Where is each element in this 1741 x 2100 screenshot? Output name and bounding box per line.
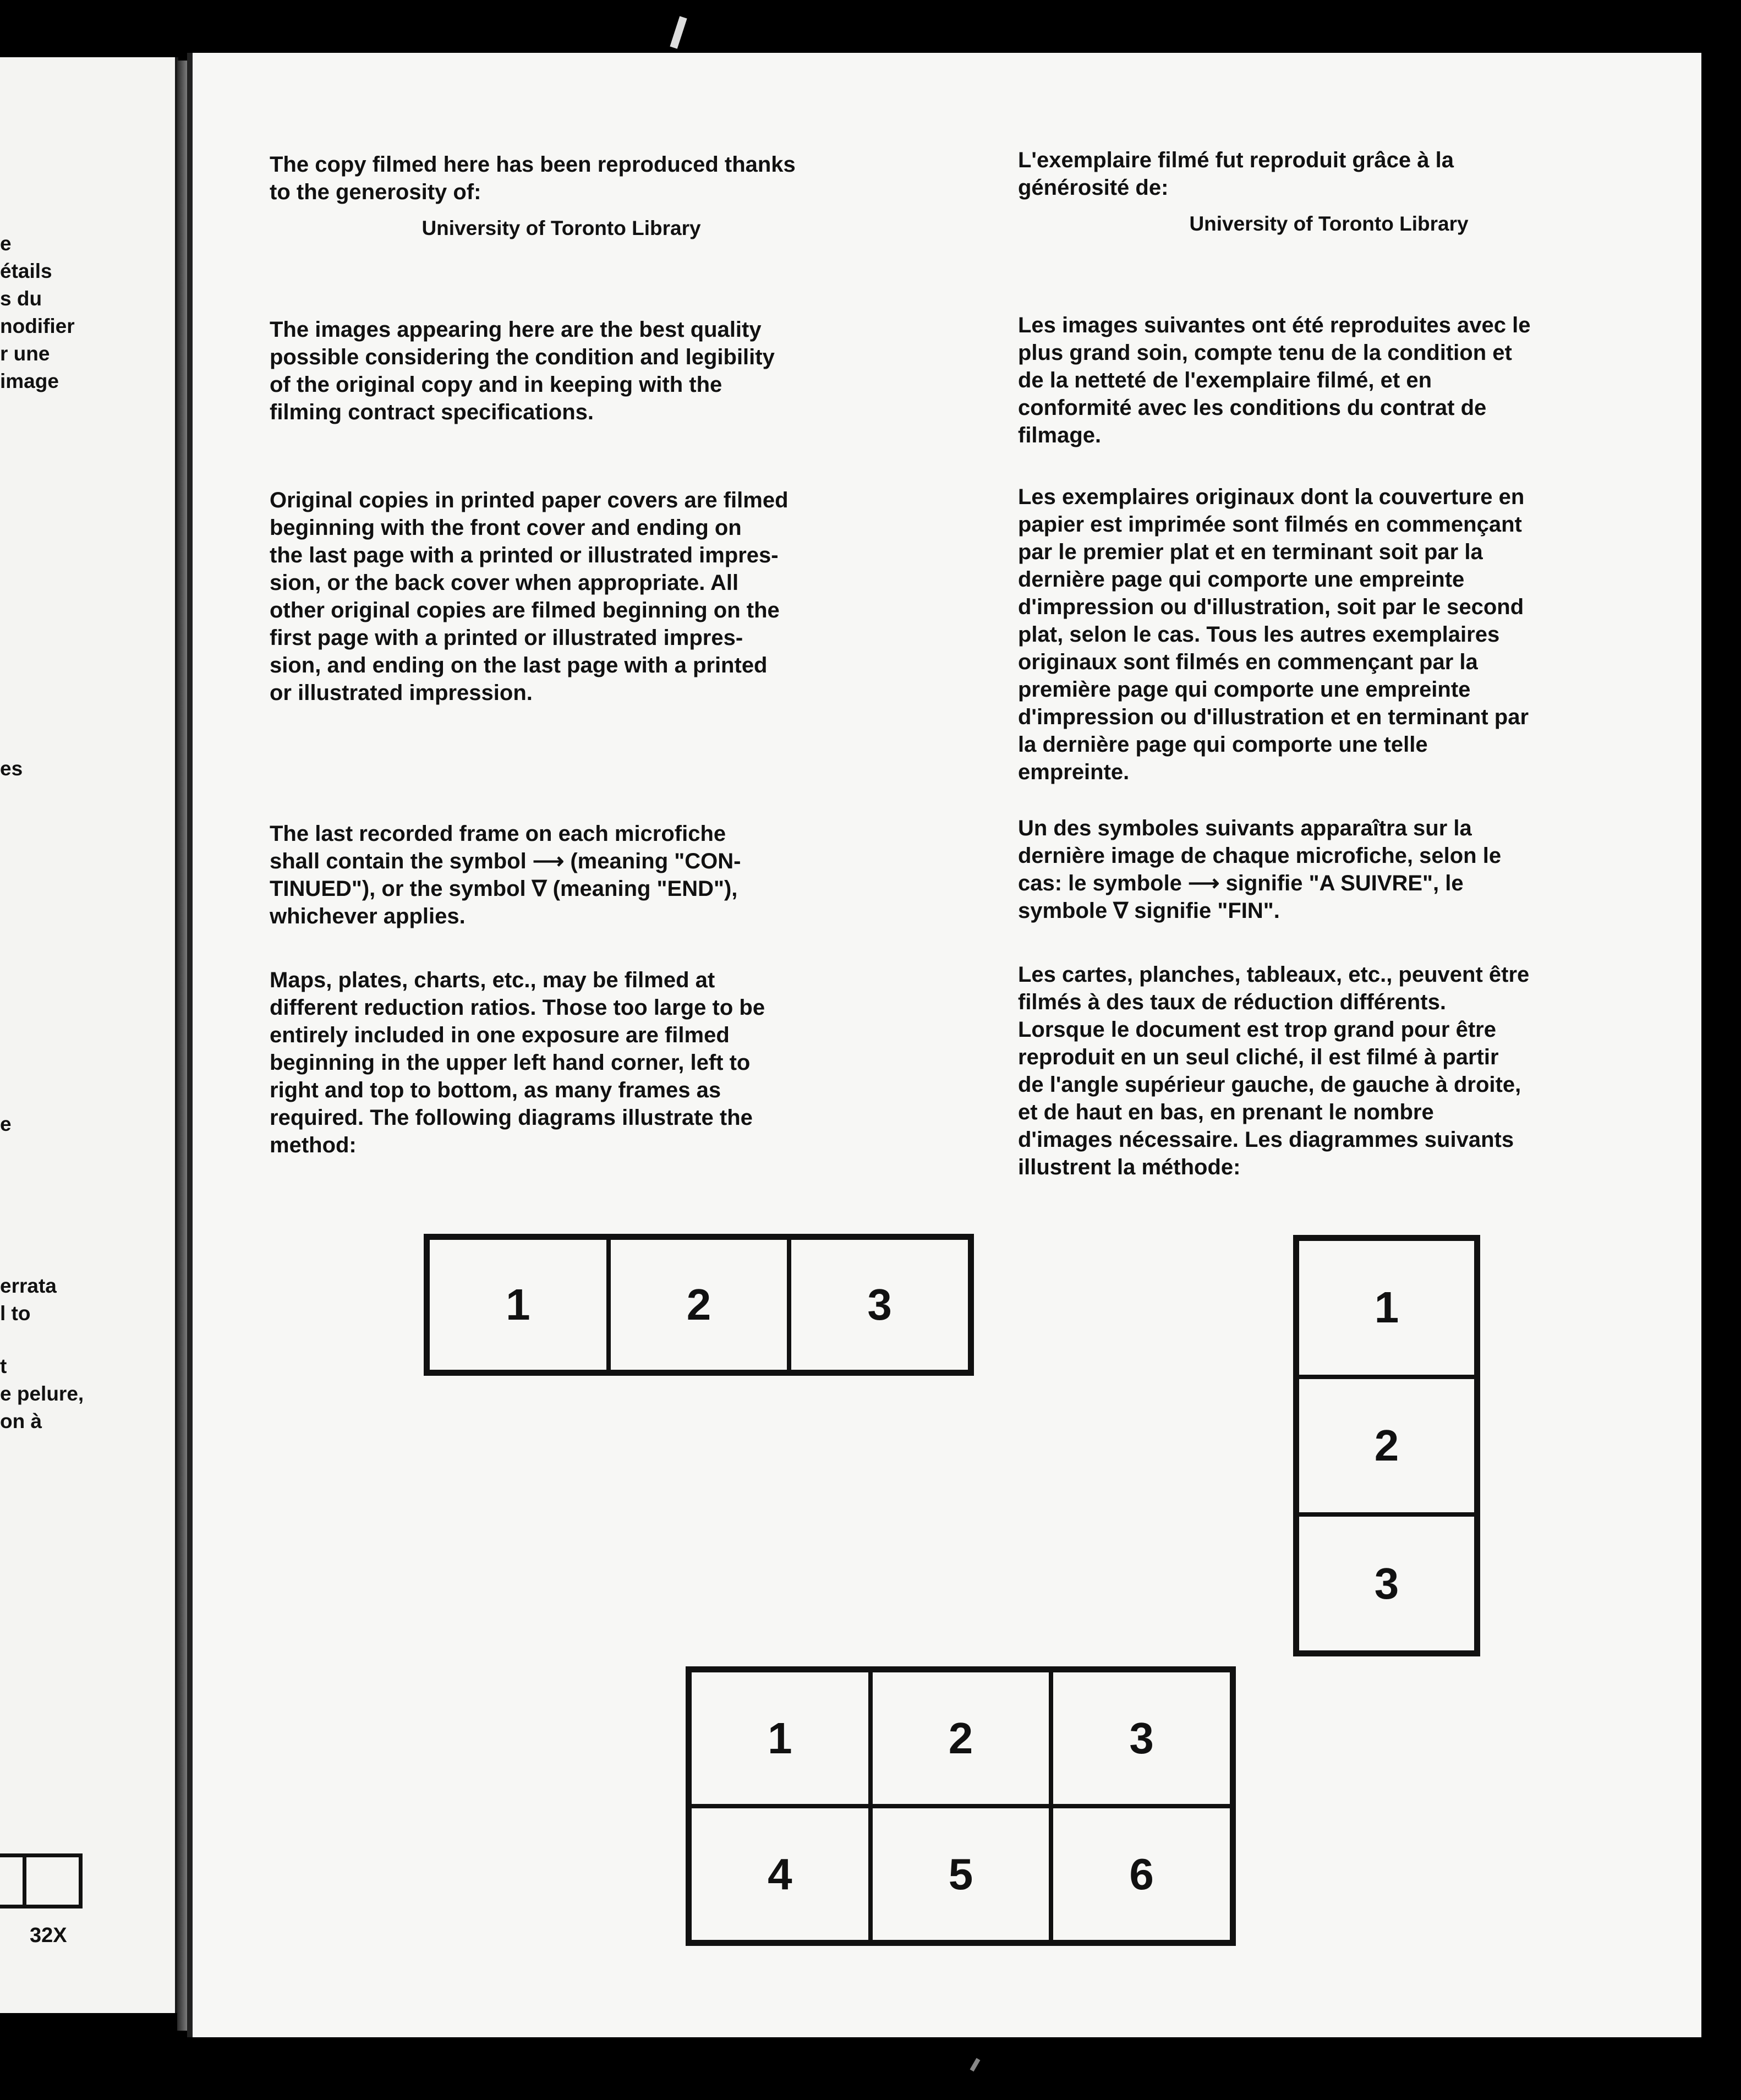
frame-cell: 3 [789, 1238, 970, 1372]
prev-fragment: r une [0, 342, 50, 365]
english-symbols-text: The last recorded frame on each microfiche shall contain the symbol ⟶ (meaning "CON- TINUED"), or the symbol ∇ (meaning "END"), whichever applies. [270, 822, 741, 928]
frame-cell: 1 [428, 1238, 609, 1372]
prev-fragment: t [0, 1355, 7, 1377]
frame-cell: 3 [1297, 1514, 1476, 1653]
french-covers-text: Les exemplaires originaux dont la couverture en papier est imprimée sont filmés en commençant par le premier plat et en terminant soit par la dernière page qui comporte une empreinte d'impression ou d'illustration, soit par le second plat, selon le cas. Tous les autres exemplaires originaux sont filmés en commençant par la première page qui comporte une empreinte d'impression ou d'illustration et en terminant par la dernière page qui comporte une telle empreinte. [1018, 485, 1529, 784]
french-library-name: University of Toronto Library [1189, 212, 1469, 235]
frame-cell: 1 [1297, 1239, 1476, 1377]
french-quality-paragraph [1018, 311, 1640, 449]
prev-fragment: image [0, 370, 59, 392]
prev-fragment: étails [0, 260, 52, 282]
english-thanks-text: The copy filmed here has been reproduced thanks to the generosity of: [270, 152, 796, 204]
prev-fragment: nodifier [0, 315, 75, 337]
reduction-gauge-label: 32X [30, 1924, 67, 1947]
french-symbols-text: Un des symboles suivants apparaîtra sur la dernière image de chaque microfiche, selon le cas: le symbole ⟶ signifie "A SUIVRE", le symbole ∇ signifie "FIN". [1018, 816, 1502, 923]
prev-fragment: e [0, 1113, 12, 1135]
previous-page-edge [0, 57, 178, 2013]
prev-fragment: l to [0, 1302, 31, 1325]
prev-fragment: es [0, 757, 23, 780]
english-thanks-block [270, 151, 853, 242]
frame-cell: 3 [1051, 1670, 1232, 1806]
english-quality-paragraph [270, 316, 853, 426]
english-symbols-paragraph [270, 820, 853, 930]
diagram-grid-six [686, 1666, 1236, 1946]
prev-fragment: s du [0, 287, 42, 310]
english-covers-text: Original copies in printed paper covers are filmed beginning with the front cover and ending on the last page with a printed or illustrated impres- sion, or the back cover when appropriate. All other original copies are filmed beginning on the first page with a printed or illustrated impres- sion, and ending on the last page with a printed or illustrated impression. [270, 488, 789, 705]
english-library-name: University of Toronto Library [421, 217, 701, 239]
french-thanks-text: L'exemplaire filmé fut reproduit grâce à la générosité de: [1018, 148, 1454, 200]
frame-cell: 2 [1297, 1377, 1476, 1515]
french-covers-paragraph [1018, 483, 1640, 786]
english-maps-text: Maps, plates, charts, etc., may be filmed at different reduction ratios. Those too large to be entirely included in one exposure are filmed beginning in the upper left hand corner, left to right and top to bottom, as many frames as required. The following diagrams illustrate the method: [270, 968, 765, 1157]
main-page [193, 53, 1701, 2037]
frame-cell: 1 [689, 1670, 871, 1806]
prev-fragment: e pelure, [0, 1382, 84, 1405]
frame-cell: 5 [871, 1806, 1052, 1942]
prev-fragment: errata [0, 1275, 57, 1297]
frame-cell: 6 [1051, 1806, 1232, 1942]
reduction-gauge [0, 1853, 83, 1908]
english-covers-paragraph [270, 486, 853, 707]
french-symbols-paragraph [1018, 814, 1640, 925]
french-maps-text: Les cartes, planches, tableaux, etc., peuvent être filmés à des taux de réduction différents. Lorsque le document est trop grand pour être reproduit en un seul cliché, il est filmé à partir de l'angle supérieur gauche, de gauche à droite, et de haut en bas, en prenant le nombre d'images nécessaire. Les diagrammes suivants illustrent la méthode: [1018, 962, 1530, 1179]
prev-fragment: on à [0, 1410, 42, 1432]
frame-cell: 2 [871, 1670, 1052, 1806]
frame-cell: 4 [689, 1806, 871, 1942]
diagram-horizontal-three [424, 1234, 974, 1376]
french-thanks-block [1018, 146, 1640, 238]
frame-cell: 2 [609, 1238, 790, 1372]
english-maps-paragraph [270, 966, 853, 1159]
english-quality-text: The images appearing here are the best quality possible considering the condition and legibility of the original copy and in keeping with the filming contract specifications. [270, 318, 775, 424]
french-maps-paragraph [1018, 961, 1640, 1181]
diagram-vertical-three [1293, 1235, 1480, 1656]
prev-fragment: e [0, 232, 12, 255]
french-quality-text: Les images suivantes ont été reproduites avec le plus grand soin, compte tenu de la condition et de la netteté de l'exemplaire filmé, et en conformité avec les conditions du contrat de filmage. [1018, 313, 1531, 447]
